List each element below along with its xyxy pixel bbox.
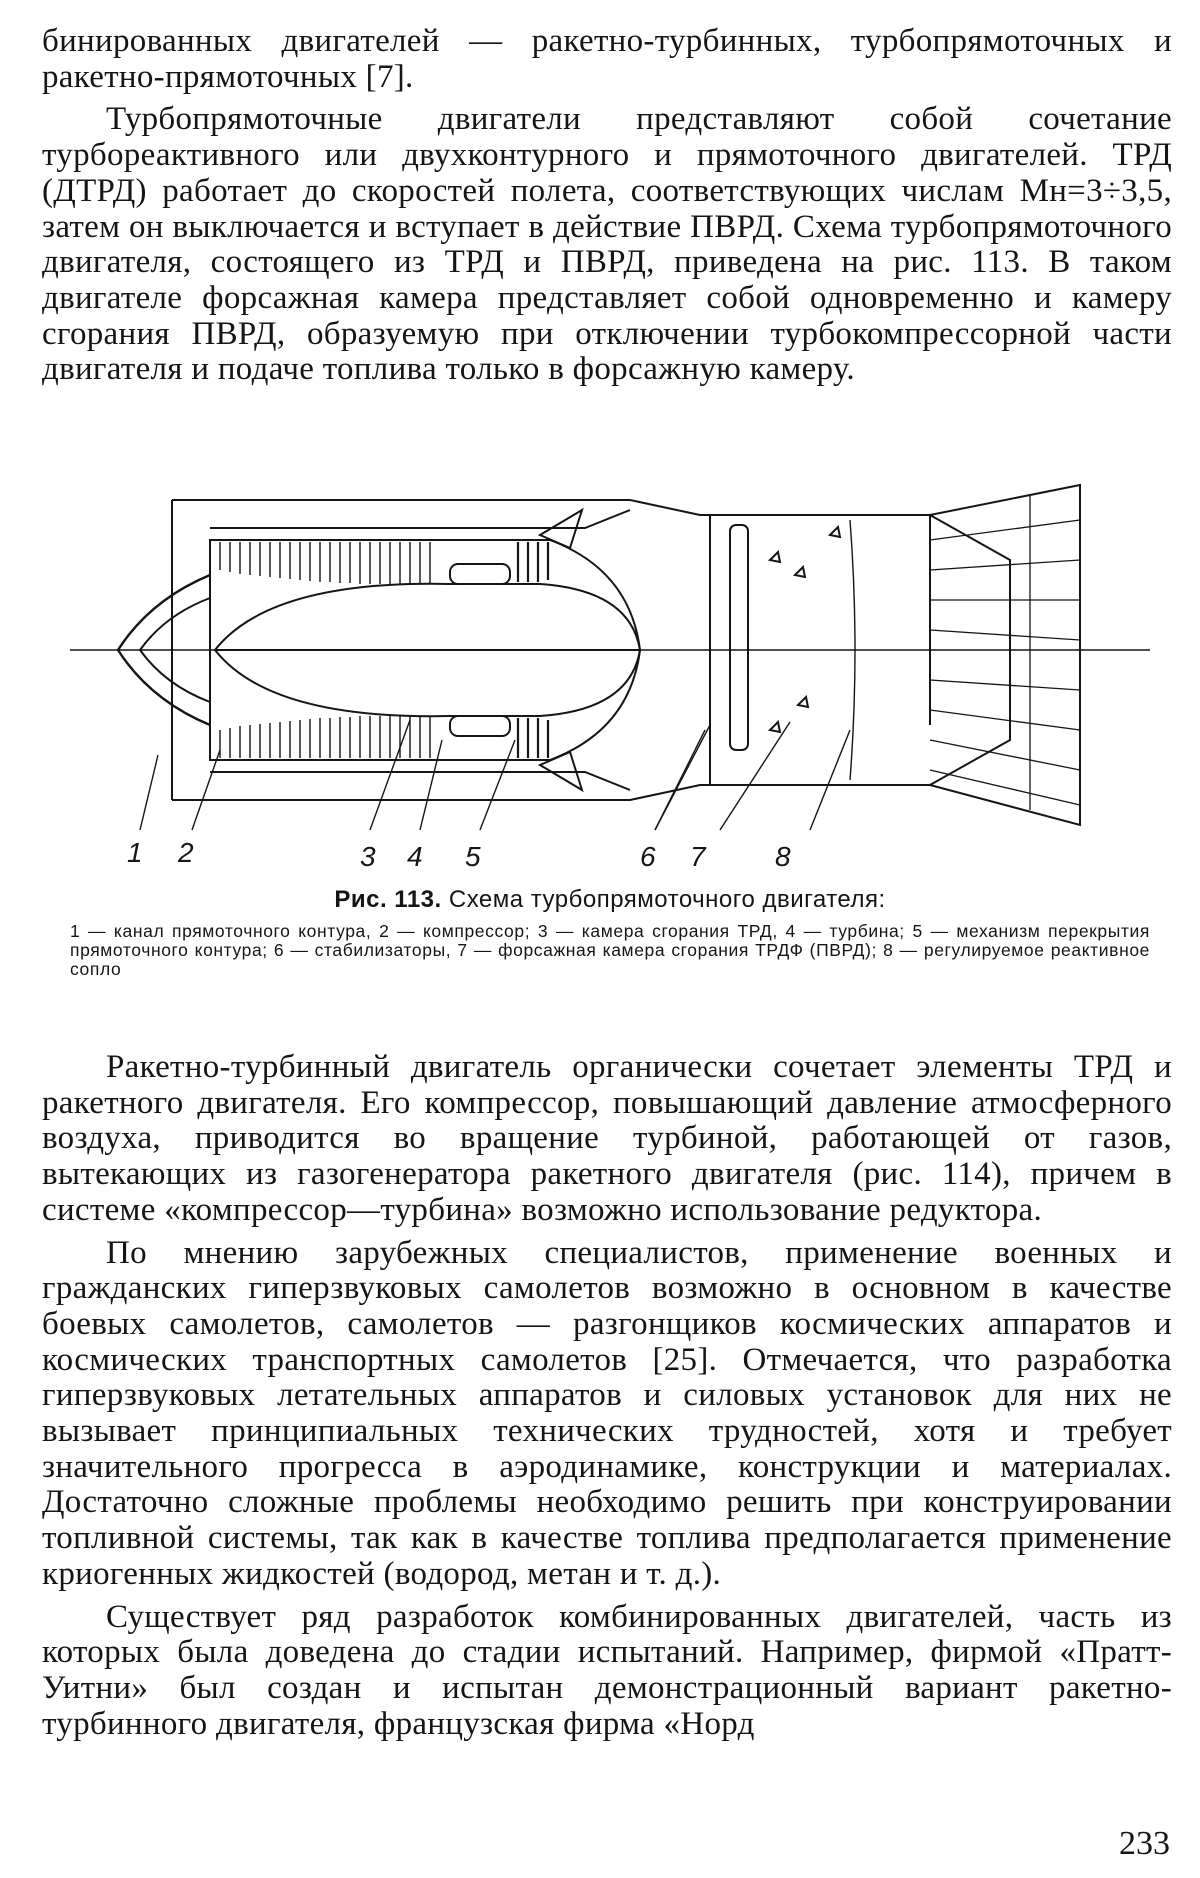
paragraph-hypersonic: По мнению зарубежных специалистов, применение военных и гражданских гиперзвуковых самолетов возможно в основном в качестве боевых самолетов, самолетов — разгонщиков космических аппаратов и космических транспортных самолетов [25]. Отмечается, что разработка гиперзвуковых летательных аппаратов и силовых установок для них не вызывает принципиальных технических трудностей, хотя и требует значительного прогресса в аэродинамике, конструкции и материалах. Достаточно сложные проблемы необходимо решить при конструировании топливной системы, так как в качестве топлива предполагается применение криогенных жидкостей (водород, метан и т. д.). [42,1234,1172,1592]
combustion-chamber-lower [450,716,510,736]
paragraph-rocket-turbine: Ракетно-турбинный двигатель органически сочетает элементы ТРД и ракетного двигателя. Его компрессор, повышающий давление атмосферного воздуха, приводится во вращение турбиной, работающей от газов, вытекающих из газогенератора ракетного двигателя (рис. 114), причем в системе «компрессор—турбина» возможно использование редуктора. [42,1049,1172,1228]
figure-label-7: 7 [690,841,706,872]
outer-casing-upper [172,500,930,725]
figure-label-2: 2 [178,837,194,868]
turbine-upper [518,542,548,582]
figure-caption-legend: 1 — канал прямоточного контура, 2 — компрессор; 3 — камера сгорания ТРД, 4 — турбина; 5 — механизм перекрытия прямоточного контура; 6 — стабилизаторы, 7 — форсажная камера сгорания ТРДФ (ПВРД); 8 — регулируемое реактивное сопло [70,921,1150,979]
figure-label-6: 6 [640,841,656,872]
figure-label-5: 5 [465,841,481,872]
figure-title: Схема турбопрямоточного двигателя: [448,886,886,913]
flame-stabilizers [770,527,840,732]
figure-caption-title [70,886,1150,914]
paragraph-continued: бинированных двигателей — ракетно-турбинных, турбопрямоточных и ракетно-прямоточных [7]. [42,23,1172,95]
intake-cone [118,575,210,650]
turboramjet-engine-diagram [70,480,1160,890]
figure-label-3: 3 [360,841,376,872]
bottom-text-block [42,1050,1172,1742]
paragraph-turboramjet: Турбопрямоточные двигатели представляют собой сочетание турбореактивного или двухконтурного и прямоточного двигателей. ТРД (ДТРД) работает до скоростей полета, соответствующих числам Mн=3÷3,5, затем он выключается и вступает в действие ПВРД. Схема турбопрямоточного двигателя, состоящего из ТРД и ПВРД, приведена на рис. 113. В таком двигателе форсажная камера представляет собой одновременно и камеру сгорания ПВРД, образуемую при отключении турбокомпрессорной части двигателя и подаче топлива только в форсажную камеру. [42,101,1172,388]
figure-label-1: 1 [127,837,143,868]
figure-number: Рис. 113. [334,886,442,913]
figure-label-4: 4 [407,841,423,872]
figure-label-8: 8 [775,841,791,872]
flameholder-rack [730,525,748,750]
paragraph-developments: Существует ряд разработок комбинированных двигателей, часть из которых была доведена до стадии испытаний. Например, фирмой «Пратт-Уитни» был создан и испытан демонстрационный вариант ракетно-турбинного двигателя, французская фирма «Норд [42,1598,1172,1742]
nozzle-outer [930,485,1080,825]
top-text-block [42,24,1172,388]
combustion-chamber-upper [450,564,510,584]
outer-casing-lower [172,785,930,800]
page-number: 233 [1119,1825,1170,1862]
nozzle-flaps [930,495,1080,810]
turbine-lower [518,718,548,758]
compressor-blades-upper [220,542,430,584]
figure-113 [70,480,1160,890]
